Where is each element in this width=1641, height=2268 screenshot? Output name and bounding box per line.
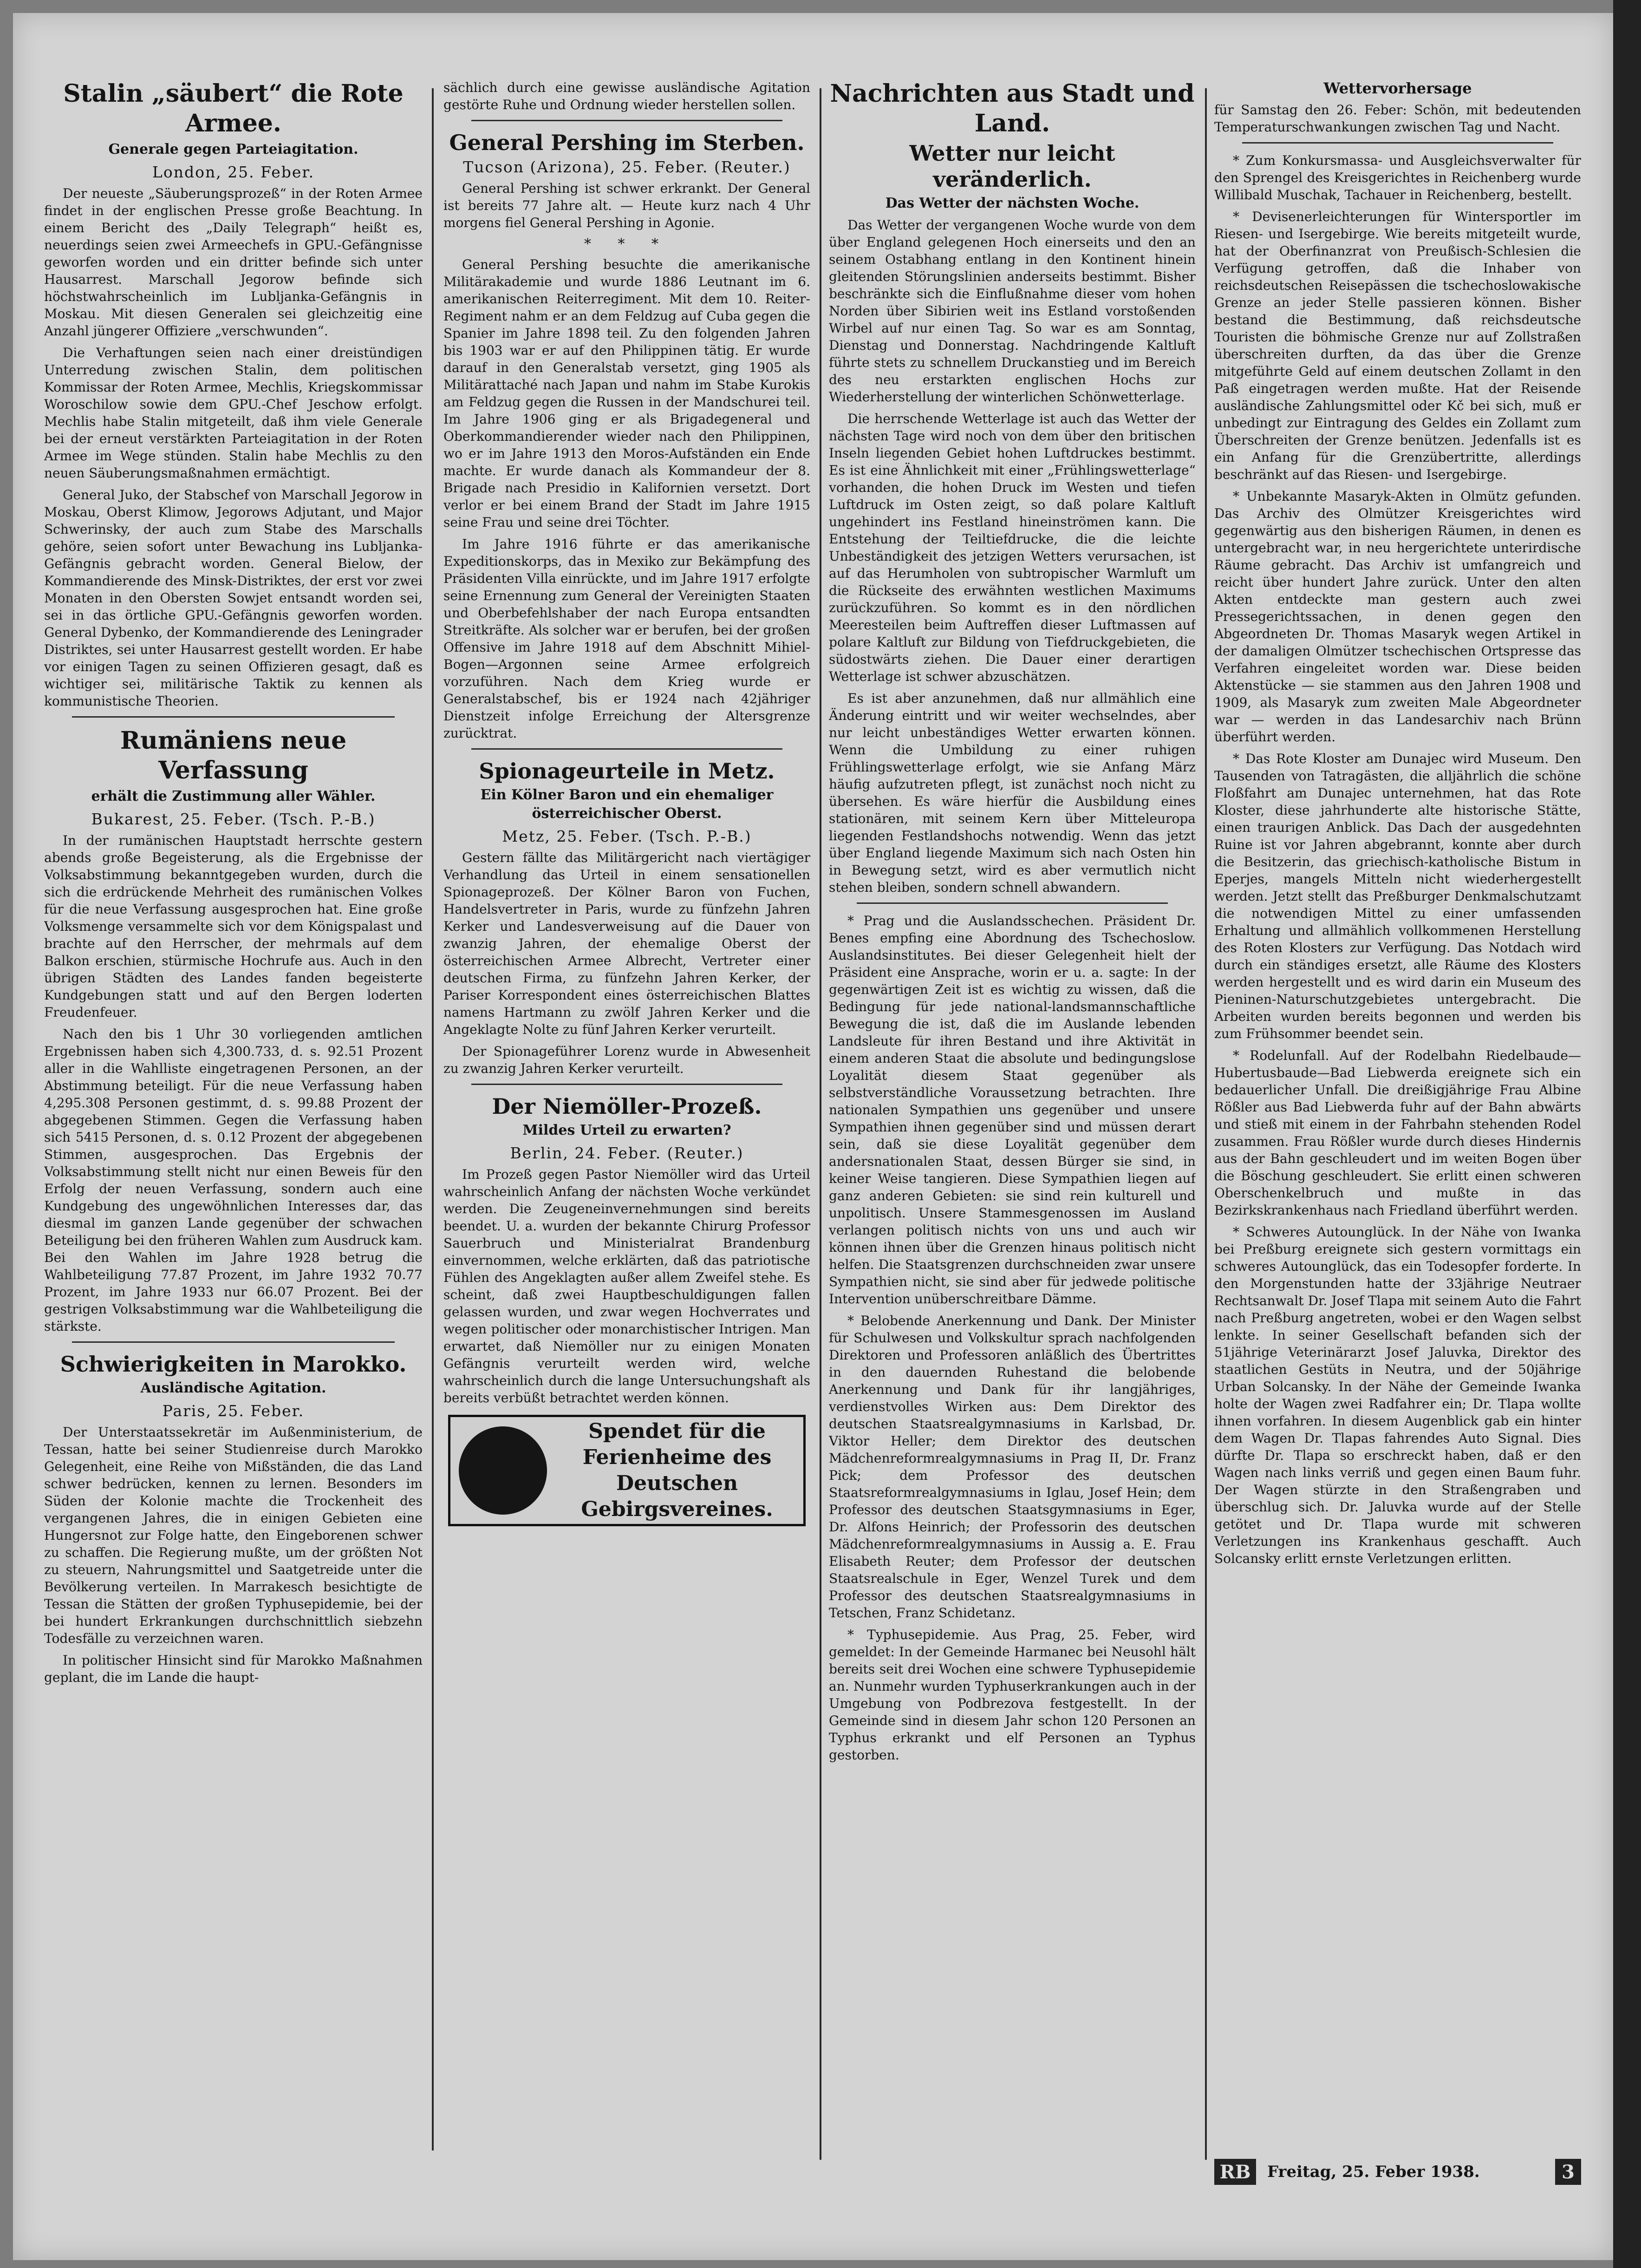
- paragraph: General Juko, der Stabschef von Marschall Jegorow in Moskau, Oberst Klimow, Jegorows Adjutant, und Major Schwerinsky, der auch zum Stabe des Marschalls gehöre, seien sofort unter Bewachung ins Lubljanka-Gefängnis gebracht worden. General Bielow, der Kommandierende des Minsk-Distriktes, der erst vor zwei Monaten in den Obersten Sowjet entsandt worden sei, sei in das örtliche GPU.-Gefängnis geworfen worden. General Dybenko, der Kommandierende des Leningrader Distriktes, sei unter Hausarrest gestellt worden. Er habe vor einigen Tagen zu seinen Offizieren gesagt, daß es wichtiger sei, militärische Taktik zu kennen als kommunistische Theorien.: [44, 487, 423, 709]
- news-item: * Unbekannte Masaryk-Akten in Olmütz gefunden. Das Archiv des Olmützer Kreisgerichtes wird gegenwärtig aus den bisherigen Räumen, in denen es untergebracht war, in neu hergerichtete unterirdische Räume gebracht. Das Archiv ist umfangreich und reicht über hundert Jahre zurück. Unter den alten Akten entdeckte man gestern auch zwei Pressegerichtssachen, in denen gegen den Abgeordneten Dr. Thomas Masaryk wegen Artikel in der damaligen Olmützer tschechischen Ortspresse das Verfahren eingeleitet worden war. Diese beiden Aktenstücke — sie stammen aus den Jahren 1908 und 1909, als Masaryk zum zweiten Male Abgeordneter war — werden in das Landesarchiv nach Brünn überführt werden.: [1214, 489, 1581, 745]
- dateline: London, 25. Feber.: [152, 163, 315, 181]
- column-2: [443, 79, 810, 2226]
- paragraph: General Pershing ist schwer erkrankt. Der General ist bereits 77 Jahre alt. — Heute kurz nach 4 Uhr morgens fiel General Pershing in Agonie.: [443, 181, 810, 230]
- separator-rule: [1242, 142, 1553, 144]
- page-number: 3: [1555, 2159, 1581, 2185]
- headline: Wettervorhersage: [1323, 79, 1472, 97]
- section-title: Nachrichten aus Stadt und Land.: [830, 79, 1195, 137]
- asterism: * * *: [584, 236, 670, 252]
- subheadline: Mildes Urteil zu erwarten?: [522, 1122, 731, 1138]
- news-item: * Typhusepidemie. Aus Prag, 25. Feber, wird gemeldet: In der Gemeinde Harmanec bei Neusohl hält bereits seit drei Wochen eine schwere Typhusepidemie an. Nunmehr wurden Typhuserkrankungen auch in der Umgebung von Podbrezova festgestellt. In der Gemeinde sind in diesem Jahr schon 120 Personen an Typhus erkrankt und elf Personen an Typhus gestorben.: [829, 1627, 1196, 1763]
- local-news: [829, 912, 1196, 1764]
- column-divider: [1205, 88, 1207, 2160]
- headline: Rumäniens neue Verfassung: [120, 726, 347, 784]
- paragraph: Gestern fällte das Militärgericht nach viertägiger Verhandlung das Urteil in einem sensationellen Spionageprozeß. Der Kölner Baron von Fuchen, Handelsvertreter in Paris, wurde zu fünfzehn Jahren Kerker und Landesverweisung auf die Dauer von zwanzig Jahren, der ehemalige Oberst der österreichischen Armee Albrecht, Vertreter einer deutschen Firma, zu fünfzehn Jahren Kerker, der Pariser Korrespondent eines österreichischen Blattes namens Hartmann zu zwölf Jahren Kerker und die Angeklagte Nolte zu fünf Jahren Kerker verurteilt.: [443, 850, 810, 1037]
- association-emblem-icon: [459, 1426, 547, 1515]
- paragraph: Die herrschende Wetterlage ist auch das Wetter der nächsten Tage wird noch von dem über den britischen Inseln liegenden Gebiet hohen Luftdruckes bestimmt. Es ist eine Ähnlichkeit mit einer „Frühlingswetterlage“ vorhanden, die hohen Druck im Westen und tiefen Luftdruck im Osten zeigt, so daß polare Kaltluft ungehindert ins Festland hineinströmen kann. Die Entstehung der Teiltiefdrucke, die die leichte Unbeständigkeit des jetzigen Wetters verursachen, ist auf das Herumholen von subtropischer Warmluft um die Rückseite des erwähnten westlichen Maximums zurückzuführen. So kommt es in den nördlichen Meeresteilen beim Auftreffen dieser Luftmassen auf polare Kaltluft zur Bildung von Tiefdruckgebieten, die südostwärts ziehen. Die Dauer einer derartigen Wetterlage ist schwer abzuschätzen.: [829, 411, 1196, 684]
- subheadline: Ein Kölner Baron und ein ehemaliger österreichischer Oberst.: [480, 787, 774, 822]
- separator-rule: [72, 1341, 395, 1343]
- headline: Stalin „säubert“ die Rote Armee.: [63, 79, 404, 137]
- news-item: * Das Rote Kloster am Dunajec wird Museum. Den Tausenden von Tatragästen, die alljährlich die schöne Floßfahrt am Dunajec unternehmen, hat das Rote Kloster, diese jahrhunderte alte historische Stätte, einen traurigen Anblick. Das Dach der ausgedehnten Ruine ist vor Jahren abgebrannt, konnte aber durch die Besitzerin, das griechisch-katholische Bistum in Eperjes, mangels Mitteln nicht wiederhergestellt werden. Jetzt stellt das Preßburger Denkmalschutzamt die notwendigen Mittel zu einer umfassenden Erhaltung und allmählich vollkommenen Herstellung des Roten Klosters zur Verfügung. Das Notdach wird durch ein ständiges ersetzt, alle Räume des Klosters werden hergestellt und es wird darin ein Museum des Pieninen-Naturschutzgebietes untergebracht. Die Arbeiten wurden bereits begonnen und werden bis zum Frühsommer beendet sein.: [1214, 751, 1581, 1041]
- column-1: [44, 79, 423, 2226]
- news-item: * Prag und die Auslandsschechen. Präsident Dr. Benes empfing eine Abordnung des Tschechoslow. Auslandsinstitutes. Bei dieser Gelegenheit hielt der Präsident eine Ansprache, worin er u. a. sagte: In der gegenwärtigen Zeit ist es wichtig zu wissen, daß die Bedingung für jede national-landsmannschaftliche Bewegung die ist, daß die im Auslande lebenden Landsleute für ihren Bestand und ihre Aktivität in einem anderen Staat die absolute und bedingungslose Loyalität diesem Staat gegenüber als selbstverständliche Voraussetzung betrachten. Ihre nationalen Sympathien uns gegenüber und unsere Sympathien ihnen gegenüber sind und müssen derart sein, daß sie diese Loyalität gegenüber dem andersnationalen Staat, dessen Bürger sie sind, in keiner Weise tangieren. Diese Sympathien liegen auf ganz anderen Gebieten: sie sind rein kulturell und unpolitisch. Unsere Stammesgenossen im Ausland verlangen politisch nichts von uns und auch wir können ihnen über die Grenzen hinaus politisch nicht helfen. Die Staatsgrenzen durchschneiden zwar unsere Sympathien nicht, sie sind aber für jedwede politische Intervention unüberschreitbare Dämme.: [829, 913, 1196, 1307]
- paragraph: Es ist aber anzunehmen, daß nur allmählich eine Änderung eintritt und wir weiter wechselndes, aber nur leicht unbeständiges Wetter erwarten können. Wenn die Umbildung zu einer ruhigen Frühlingswetterlage erfolgt, wie sie Anfang März häufig aufzutreten pflegt, ist zunächst noch nicht zu übersehen. Es wäre hierfür die Ausbildung eines stationären, mit seinem Kern über Mitteleuropa liegenden Festlandshochs notwendig. Wenn das jetzt über England liegende Maximum sich nach Osten hin in Bewegung setzt, wird es aber vermutlich nicht stehen bleiben, sondern schnell abwandern.: [829, 691, 1196, 895]
- subheadline: erhält die Zustimmung aller Wähler.: [91, 788, 376, 804]
- dateline: Bukarest, 25. Feber. (Tsch. P.-B.): [91, 810, 376, 828]
- paragraph: Im Jahre 1916 führte er das amerikanische Expeditionskorps, das in Mexiko zur Bekämpfung des Präsidenten Villa einrückte, und im Jahre 1917 erfolgte seine Ernennung zum General der Vereinigten Staaten und Oberbefehlshaber der nach Europa entsandten Streitkräfte. Als solcher war er berufen, bei der großen Offensive im Jahre 1918 auf dem Abschnitt Mihiel-Bogen—Argonnen seine Armee erfolgreich vorzuführen. Nach dem Krieg wurde er Generalstabschef, bis er 1924 nach 42jähriger Dienstzeit infolge Erreichung der Altersgrenze zurücktrat.: [443, 536, 810, 741]
- issue-date: Freitag, 25. Feber 1938.: [1267, 2163, 1480, 2181]
- continued-paragraph: sächlich durch eine gewisse ausländische Agitation gestörte Ruhe und Ordnung wieder herstellen sollen.: [443, 80, 810, 112]
- page-footer: [1214, 2159, 1581, 2185]
- advertisement-text: Spendet für die Ferienheime des Deutschen Gebirgsvereines.: [581, 1419, 773, 1521]
- paragraph: Nach den bis 1 Uhr 30 vorliegenden amtlichen Ergebnissen haben sich 4,300.733, d. s. 92.51 Prozent aller in die Wahlliste eingetragenen Personen, an der Abstimmung beteiligt. Für die neue Verfassung haben 4,295.308 Personen gestimmt, d. s. 99.88 Prozent der abgegebenen Stimmen. Gegen die Verfassung haben sich 5415 Personen, d. s. 0.12 Prozent der abgegebenen Stimmen, ausgesprochen. Das Ergebnis der Volksabstimmung stellt nicht nur einen Beweis für den Erfolg der neuen Verfassung, sondern auch eine Kundgebung des ungewöhnlichen Interesses dar, das diesmal im ganzen Lande gegenüber der schwachen Beteiligung bei den früheren Wahlen zum Ausdruck kam. Bei den Wahlen im Jahre 1928 betrug die Wahlbeteiligung 77.87 Prozent, im Jahre 1932 70.77 Prozent, im Jahre 1933 nur 66.07 Prozent. Bei der gestrigen Volksabstimmung war die Wahlbeteiligung die stärkste.: [44, 1026, 423, 1334]
- article-rumania: [44, 726, 423, 1335]
- headline: General Pershing im Sterben.: [449, 130, 805, 155]
- separator-rule: [471, 748, 782, 750]
- weather-forecast: [1214, 79, 1581, 136]
- page-edge-shadow: [1613, 0, 1641, 2268]
- advertisement-box: [448, 1415, 806, 1526]
- dateline: Tucson (Arizona), 25. Feber. (Reuter.): [463, 158, 791, 176]
- column-3: [829, 79, 1196, 2226]
- paragraph: In der rumänischen Hauptstadt herrschte gestern abends große Begeisterung, als die Ergebnisse der Volksabstimmung bekanntgegeben wurden, durch die sich die erdrückende Mehrheit des rumänischen Volkes für die neue Verfassung ausgesprochen hat. Eine große Volksmenge versammelte sich vor dem Königspalast und brachte auf den Herrscher, der mehrmals auf dem Balkon erschien, stürmische Hochrufe aus. Auch in den übrigen Städten des Landes fanden begeisterte Kundgebungen statt und auf den Bergen loderten Freudenfeuer.: [44, 833, 423, 1020]
- paragraph: Das Wetter der vergangenen Woche wurde von dem über England gelegenen Hoch einerseits und den an seinem Ostabhang entlang in den Kontinent hinein gleitenden Störungslinien anderseits bestimmt. Bisher beschränkte sich die Einflußnahme dieser vom hohen Norden über Sibirien weit ins Estland vorstoßenden Wirbel auf nur einen Tag. So war es am Sonntag, Dienstag und Donnerstag. Nachdringende Kaltluft führte stets zu schnellem Druckanstieg und im Bereich des neu erstarkten englischen Hochs zur Wiederherstellung der winterlichen Schönwetterlage.: [829, 217, 1196, 405]
- column-divider: [432, 88, 434, 2150]
- paragraph: Die Verhaftungen seien nach einer dreistündigen Unterredung zwischen Stalin, dem politischen Kommissar der Roten Armee, Mechlis, Kriegskommissar Woroschilow sowie dem GPU.-Chef Jeschow erfolgt. Mechlis habe Stalin mitgeteilt, daß ihm viele Generale bei der erneut verstärkten Parteiagitation in der Roten Armee im Wege stünden. Stalin habe Mechlis zu den neuen Säuberungsmaßnahmen ermächtigt.: [44, 345, 423, 481]
- news-item: * Belobende Anerkennung und Dank. Der Minister für Schulwesen und Volkskultur sprach nachfolgenden Direktoren und Professoren anläßlich des Übertrittes in den dauernden Ruhestand die belobende Anerkennung und Dank für ihr langjähriges, verdienstvolles Wirken aus: Dem Direktor des deutschen Staatsrealgymnasiums in Karlsbad, Dr. Viktor Heller; dem Direktor des deutschen Mädchenreformrealgymnasiums in Prag II, Dr. Franz Pick; dem Professor des deutschen Staatsreformrealgymnasiums in Iglau, Josef Hein; dem Professor des deutschen Staatsgymnasiums in Eger, Dr. Alfons Heinrich; der Professorin des deutschen Mädchenreformrealgymnasiums in Aussig a. E. Frau Elisabeth Reuter; dem Professor der deutschen Staatsrealschule in Eger, Wenzel Turek und dem Professor des deutschen Staatsrealgymnasiums in Tetschen, Franz Schidetanz.: [829, 1313, 1196, 1621]
- article-stalin: [44, 79, 423, 710]
- paragraph: General Pershing besuchte die amerikanische Militärakademie und wurde 1886 Leutnant im 6. amerikanischen Reiterregiment. Mit dem 10. Reiter-Regiment nahm er an dem Feldzug auf Cuba gegen die Spanier im Jahre 1898 teil. Zu den folgenden Jahren bis 1903 war er auf den Philippinen tätig. Er wurde darauf in den Generalstab versetzt, ging 1905 als Militärattaché nach Japan und nahm im Stabe Kurokis am Feldzug gegen die Russen in der Mandschurei teil. Im Jahre 1906 ging er als Brigadegeneral und Oberkommandierender wieder nach den Philippinen, wo er im Jahre 1913 den Moros-Aufständen ein Ende machte. Er wurde danach als Kommandeur der 8. Brigade nach Presidio in Kalifornien versetzt. Dort verlor er bei einem Brand der Stadt im Jahre 1915 seine Frau und seine drei Töchter.: [443, 257, 810, 530]
- separator-rule: [857, 902, 1168, 904]
- column-divider: [820, 88, 821, 2160]
- article-pershing: [443, 130, 810, 742]
- news-item: * Devisenerleichterungen für Wintersportler im Riesen- und Isergebirge. Wie bereits mitgeteilt wurde, hat der Oberfinanzrat von Preußisch-Schlesien die Verfügung getroffen, daß die Inhaber von reichsdeutschen Reisepässen die tschechoslowakische Grenze an jeder Stelle passieren können. Bisher bestand die Bestimmung, daß reichsdeutsche Touristen die böhmische Grenze nur auf Zollstraßen überschreiten durften, da das über die Grenze mitgeführte Geld auf einem deutschen Zollamt in den Paß eingetragen werden mußte. Hat der Reisende ausländische Zahlungsmittel oder Kč bei sich, muß er unbedingt zur Eintragung des Geldes ein Zollamt zum Überschreiten der Grenze benützen. Jedenfalls ist es ein Anfang für die Grenzübertritte, allerdings beschränkt auf das Riesen- und Isergebirge.: [1214, 209, 1581, 482]
- separator-rule: [471, 120, 782, 121]
- dateline: Metz, 25. Feber. (Tsch. P.-B.): [502, 827, 752, 845]
- paragraph: Der Unterstaatssekretär im Außenministerium, de Tessan, hatte bei seiner Studienreise durch Marokko Gelegenheit, eine Reihe von Mißständen, die das Land schwer bedrücken, kennen zu lernen. Besonders im Süden der Kolonie machte die Trockenheit des vergangenen Jahres, die in einigen Gebieten eine Hungersnot zur Folge hatte, den Eingeborenen schwer zu schaffen. Die Regierung mußte, um der größten Not zu steuern, Nahrungsmittel und Saatgetreide unter die Bevölkerung verteilen. In Marrakesch besichtigte de Tessan die Stätten der großen Typhusepidemie, bei der bei hundert Erkrankungen durchschnittlich siebzehn Todesfälle zu verzeichnen waren.: [44, 1425, 423, 1646]
- paragraph: In politischer Hinsicht sind für Marokko Maßnahmen geplant, die im Lande die haupt-: [44, 1653, 423, 1685]
- separator-rule: [72, 716, 395, 718]
- subheadline: Ausländische Agitation.: [140, 1380, 326, 1396]
- column-4: [1214, 79, 1581, 2226]
- news-item: * Schweres Autounglück. In der Nähe von Iwanka bei Preßburg ereignete sich gestern vormittags ein schweres Autounglück, das ein Todesopfer forderte. In den Morgenstunden hatte der 33jährige Neutraer Rechtsanwalt Dr. Josef Tlapa mit seinem Auto die Fahrt nach Preßburg angetreten, wobei er den Wagen selbst lenkte. In seiner Gesellschaft befanden sich der 51jährige Veterinärarzt Josef Jaluvka, Direktor des staatlichen Gestüts in Neutra, und der 50jährige Urban Solcansky. In der Nähe der Gemeinde Iwanka holte der Wagen zwei Radfahrer ein; Dr. Tlapa wollte ihnen vorfahren. In diesem Augenblick gab ein hinter dem Wagen Dr. Tlapas fahrendes Auto Signal. Dies dürfte Dr. Tlapa so erschreckt haben, daß er den Wagen nach links verriß und gegen einen Baum fuhr. Der Wagen stürzte in den Straßengraben und überschlug sich. Dr. Jaluvka wurde auf der Stelle getötet und Dr. Tlapa wurde mit schweren Verletzungen ins Krankenhaus geschafft. Auch Solcansky erlitt ernste Verletzungen erlitten.: [1214, 1224, 1581, 1566]
- paragraph: Im Prozeß gegen Pastor Niemöller wird das Urteil wahrscheinlich Anfang der nächsten Woche verkündet werden. Die Zeugeneinvernehmungen sind bereits beendet. U. a. wurden der bekannte Chirurg Professor Sauerbruch und Ministerialrat Brandenburg einvernommen, welche erklärten, daß das patriotische Fühlen des Angeklagten außer allem Zweifel stehe. Es scheint, daß zwei Hauptbeschuldigungen fallen gelassen wurden, und zwar wegen Hochverrates und wegen politischer oder monarchistischer Intrigen. Man erwartet, daß Niemöller nur zu einigen Monaten Gefängnis verurteilt werden wird, welche wahrscheinlich durch die lange Untersuchungshaft als bereits verbüßt betrachtet werden können.: [443, 1167, 810, 1405]
- headline: Spionageurteile in Metz.: [479, 758, 775, 784]
- article-niemoeller: [443, 1093, 810, 1406]
- article-wetter: [829, 140, 1196, 896]
- separator-rule: [471, 1084, 782, 1085]
- news-item: * Zum Konkursmassa- und Ausgleichsverwalter für den Sprengel des Kreisgerichtes in Reichenberg wurde Willibald Muschak, Tachauer in Reichenberg, bestellt.: [1214, 153, 1581, 203]
- headline: Schwierigkeiten in Marokko.: [60, 1352, 407, 1377]
- headline: Der Niemöller-Prozeß.: [492, 1094, 762, 1119]
- paragraph: für Samstag den 26. Feber: Schön, mit bedeutenden Temperaturschwankungen zwischen Tag und Nacht.: [1214, 102, 1581, 135]
- subheadline: Das Wetter der nächsten Woche.: [885, 195, 1140, 211]
- news-item: * Rodelunfall. Auf der Rodelbahn Riedelbaude—Hubertusbaude—Bad Liebwerda ereignete sich ein bedauerlicher Unfall. Die dreißigjährige Frau Albine Rößler aus Bad Liebwerda fuhr auf der Bahn abwärts und stieß mit einem in der Fahrbahn stehenden Rodel zusammen. Frau Rößler wurde durch dieses Hindernis aus der Bahn geschleudert und im weiten Bogen über die Böschung geschleudert. Sie erlitt einen schweren Oberschenkelbruch und mußte in das Bezirkskrankenhaus nach Friedland überführt werden.: [1214, 1048, 1581, 1218]
- dateline: Paris, 25. Feber.: [162, 1402, 305, 1420]
- paragraph: Der neueste „Säuberungsprozeß“ in der Roten Armee findet in der englischen Presse große Beachtung. In einem Bericht des „Daily Telegraph“ heißt es, neuerdings seien zwei Armeechefs in GPU.-Gefängnisse geworfen worden und ein dritter befinde sich unter Hausarrest. Marschall Jegorow befinde sich höchstwahrscheinlich im Lubljanka-Gefängnis in Moskau. Mit diesen Generalen sei gleichzeitig eine Anzahl jüngerer Offiziere „verschwunden“.: [44, 186, 423, 339]
- dateline: Berlin, 24. Feber. (Reuter.): [510, 1144, 744, 1162]
- headline: Wetter nur leicht veränderlich.: [909, 141, 1115, 192]
- article-spionage: [443, 758, 810, 1077]
- article-marokko: [44, 1351, 423, 1686]
- subheadline: Generale gegen Parteiagitation.: [108, 141, 358, 157]
- paragraph: Der Spionageführer Lorenz wurde in Abwesenheit zu zwanzig Jahren Kerker verurteilt.: [443, 1044, 810, 1076]
- newspaper-logo: RB: [1214, 2159, 1256, 2185]
